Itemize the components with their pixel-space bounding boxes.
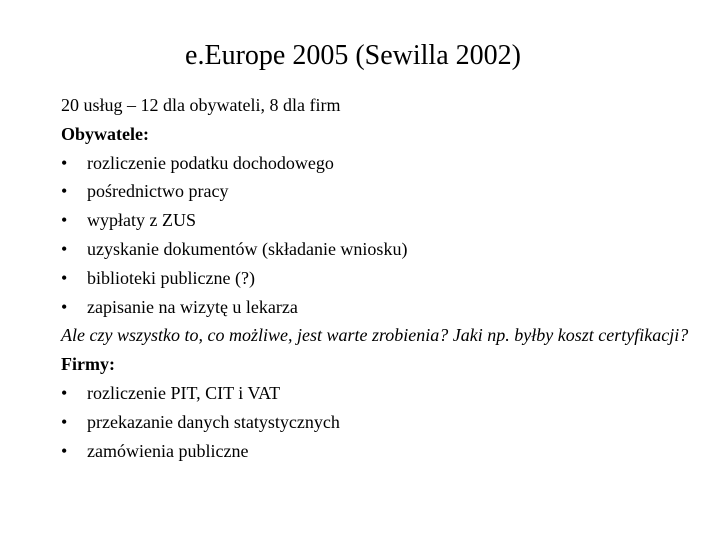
companies-list-item [61,408,701,437]
bullet-icon: • [61,152,68,173]
list-item-text: przekazanie danych statystycznych [87,411,340,432]
slide-title: e.Europe 2005 (Sewilla 2002) [185,40,521,71]
bullet-icon: • [61,296,68,317]
bullet-icon: • [61,411,68,432]
citizens-list-item [61,177,701,206]
bullet-icon: • [61,267,68,288]
bullet-icon: • [61,383,68,404]
bullet-icon: • [61,440,68,461]
intro-text: 20 usług – 12 dla obywateli, 8 dla firm [61,95,341,115]
citizens-list-item [61,235,701,264]
citizens-list-item [61,264,701,293]
companies-list-item [61,379,701,408]
list-item-text: pośrednictwo pracy [87,181,229,202]
citizens-heading: Obywatele: [61,123,149,144]
list-item-text: wypłaty z ZUS [87,210,196,231]
list-item-text: biblioteki publiczne (?) [87,267,255,288]
list-item-text: zamówienia publiczne [87,440,249,461]
bullet-icon: • [61,210,68,231]
bullet-icon: • [61,238,68,259]
list-item-text: rozliczenie podatku dochodowego [87,152,334,173]
list-item-text: uzyskanie dokumentów (składanie wniosku) [87,238,408,259]
companies-heading: Firmy: [61,354,115,375]
bullet-icon: • [61,181,68,202]
list-item-text: rozliczenie PIT, CIT i VAT [87,383,281,404]
citizens-list-item [61,149,701,178]
question-text: Ale czy wszystko to, co możliwe, jest warte zrobienia? Jaki np. byłby koszt certyfikacji? [61,325,689,346]
slide-body [61,91,701,466]
companies-list-item [61,437,701,466]
citizens-list-item [61,293,701,322]
citizens-list-item [61,206,701,235]
list-item-text: zapisanie na wizytę u lekarza [87,296,298,317]
